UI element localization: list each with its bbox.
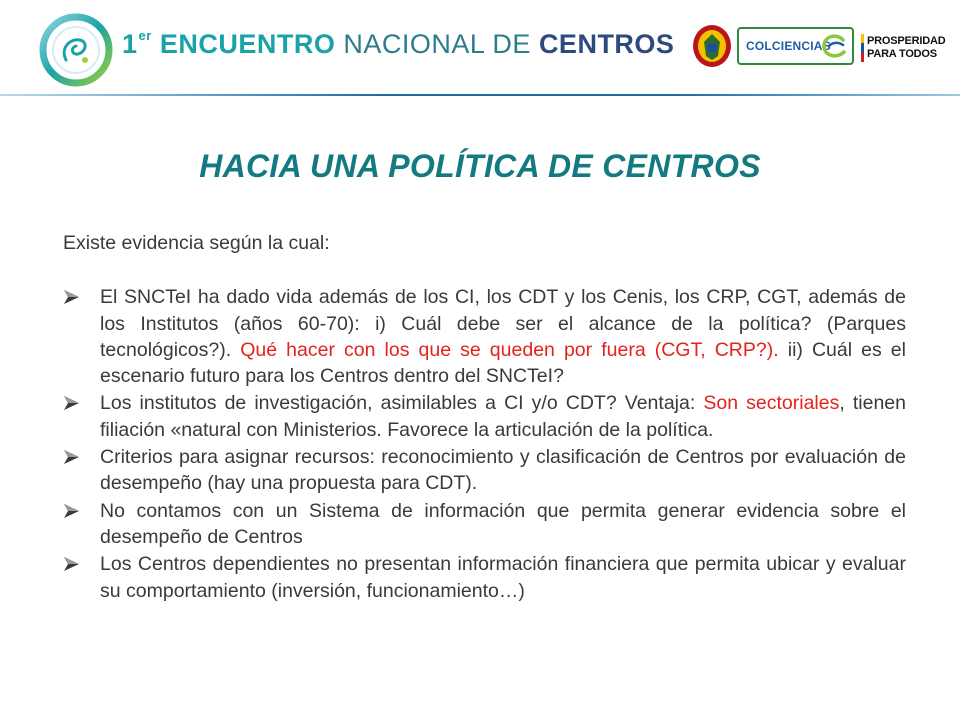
bullet-item (63, 551, 906, 604)
arrow-bullet-icon (63, 556, 80, 572)
bullet-text-part: Los institutos de investigación, asimilables a CI y/o CDT? Ventaja: (100, 392, 704, 415)
page-title: HACIA UNA POLÍTICA DE CENTROS (199, 148, 761, 184)
bullet-item (63, 390, 906, 443)
bullet-text-part: , tienen filiación «natural con Ministerios. Favorece la articulación de la política. (100, 392, 906, 441)
colciencias-label: COLCIENCIAS (746, 39, 831, 53)
bullet-text-part: El SNCTeI ha dado vida además de los CI, los CDT y los Cenis, los CRP, CGT, además de los Institutos (años 60-70): i) Cuál debe ser el alcance de la política? (Parques tecnológicos?). (100, 286, 906, 361)
event-word-centros: CENTROS (538, 29, 675, 59)
colciencias-logo (737, 27, 854, 65)
bullet-text-part: No contamos con un Sistema de información que permita generar evidencia sobre el desempeño de Centros (100, 499, 906, 548)
event-number: 1er (122, 28, 152, 59)
bullet-item (63, 444, 906, 497)
bullet-item (63, 284, 906, 389)
arrow-bullet-icon (63, 449, 80, 465)
bullet-text-part: ii) Cuál es el escenario futuro para los Centros dentro del SNCTeI? (100, 338, 906, 388)
bullet-text-part: Criterios para asignar recursos: reconocimiento y clasificación de Centros por evaluación de desempeño (hay una propuesta para CDT). (100, 446, 906, 495)
header (0, 0, 960, 96)
colciencias-mark-icon (819, 31, 849, 61)
bullet-text-part: Los Centros dependientes no presentan información financiera que permita ubicar y evaluar su comportamiento (inversión, funcionamiento…) (100, 553, 906, 602)
bullet-list (63, 284, 906, 604)
slide-body (63, 230, 906, 605)
arrow-bullet-icon (63, 395, 80, 411)
intro-text: Existe evidencia según la cual: (63, 232, 330, 254)
arrow-bullet-icon (63, 503, 80, 519)
prosperidad-line-1: PROSPERIDAD (867, 35, 946, 47)
bullet-highlight: Qué hacer con los que se queden por fuera (CGT, CRP?). (240, 338, 779, 361)
bullet-highlight: Son sectoriales (703, 392, 840, 415)
bullet-item (63, 498, 906, 551)
event-word-encuentro: ENCUENTRO (159, 29, 336, 59)
event-word-nacional: NACIONAL DE (343, 29, 531, 59)
colombia-seal-icon (692, 24, 732, 68)
event-title (122, 28, 674, 60)
arrow-bullet-icon (63, 289, 80, 305)
flag-strip (861, 34, 864, 62)
prosperidad-logo (861, 32, 956, 64)
prosperidad-line-2: PARA TODOS (867, 48, 937, 60)
event-logo-icon (36, 10, 116, 90)
header-divider (0, 94, 960, 96)
